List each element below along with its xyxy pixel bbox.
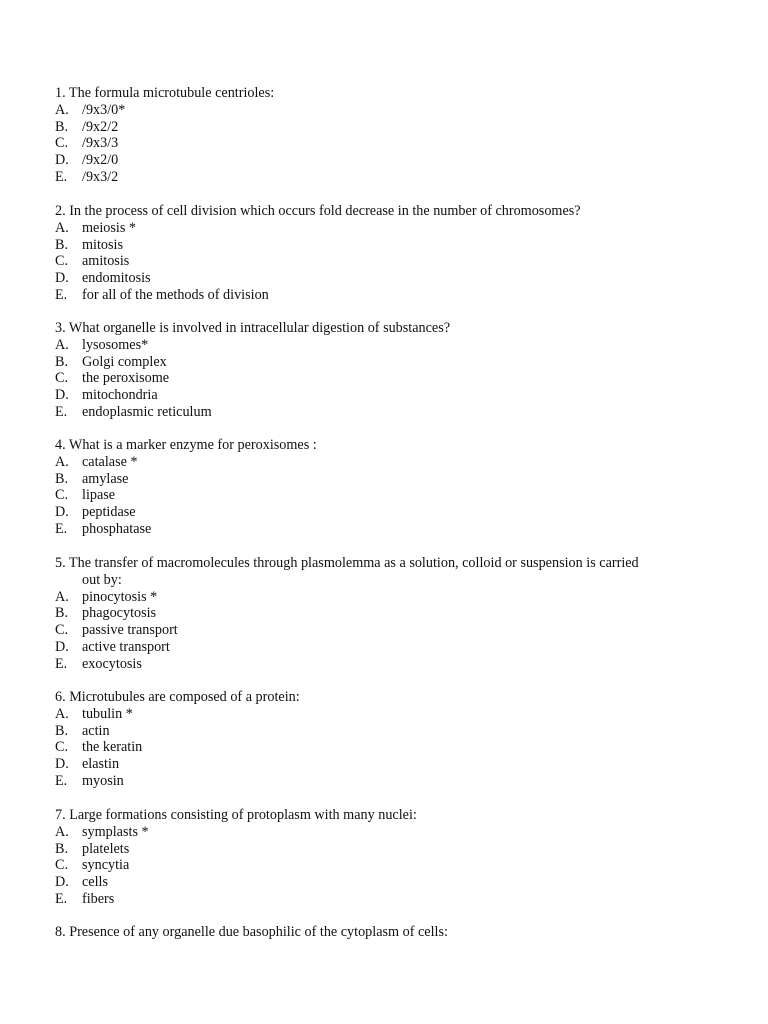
option-text: /9x3/0* — [82, 101, 126, 118]
answer-option — [55, 370, 715, 387]
option-letter: A. — [55, 453, 69, 470]
option-letter: B. — [55, 118, 69, 135]
option-text: platelets — [82, 840, 130, 857]
option-letter: A. — [55, 101, 69, 118]
option-letter: C. — [55, 622, 69, 639]
question-1 — [55, 85, 715, 186]
question-text: 6. Microtubules are composed of a protein: — [55, 689, 300, 705]
answer-option — [55, 756, 715, 773]
option-letter: D. — [55, 638, 69, 655]
option-text: peptidase — [82, 504, 136, 521]
option-letter: E. — [55, 655, 68, 672]
answer-option — [55, 739, 715, 756]
option-letter: C. — [55, 857, 69, 874]
option-letter: B. — [55, 470, 69, 487]
option-text: for all of the methods of division — [82, 286, 269, 303]
option-text: the keratin — [82, 739, 143, 756]
answer-option — [55, 639, 715, 656]
answer-option — [55, 404, 715, 421]
option-text: lysosomes* — [82, 336, 149, 353]
answer-option — [55, 471, 715, 488]
option-letter: E. — [55, 520, 68, 537]
question-text: 5. The transfer of macromolecules through plasmolemma as a solution, colloid or suspension is carried — [55, 555, 639, 571]
option-letter: E. — [55, 772, 68, 789]
option-text: elastin — [82, 756, 120, 773]
question-6 — [55, 689, 715, 790]
option-text: mitosis — [82, 236, 123, 253]
option-text: tubulin * — [82, 705, 133, 722]
option-text: syncytia — [82, 857, 130, 874]
answer-option — [55, 589, 715, 606]
answer-option — [55, 874, 715, 891]
option-text: the peroxisome — [82, 370, 170, 387]
option-letter: E. — [55, 168, 68, 185]
option-letter: B. — [55, 236, 69, 253]
question-text: 3. What organelle is involved in intracellular digestion of substances? — [55, 320, 451, 336]
answer-option — [55, 337, 715, 354]
option-text: myosin — [82, 772, 124, 789]
option-text: actin — [82, 722, 110, 739]
option-text: phosphatase — [82, 520, 152, 537]
option-text: /9x2/2 — [82, 118, 119, 135]
question-5 — [55, 555, 715, 673]
answer-option — [55, 841, 715, 858]
answer-option — [55, 891, 715, 908]
option-text: cells — [82, 874, 108, 891]
option-text: active transport — [82, 638, 170, 655]
question-text: 2. In the process of cell division which occurs fold decrease in the number of chromosomes? — [55, 203, 581, 219]
answer-option — [55, 152, 715, 169]
question-8 — [55, 924, 715, 941]
answer-option — [55, 237, 715, 254]
answer-option — [55, 287, 715, 304]
option-letter: C. — [55, 253, 69, 270]
question-4 — [55, 437, 715, 538]
option-text: endomitosis — [82, 270, 151, 287]
option-text: amitosis — [82, 253, 130, 270]
answer-option — [55, 824, 715, 841]
option-text: endoplasmic reticulum — [82, 403, 212, 420]
option-text: /9x3/3 — [82, 135, 119, 152]
answer-option — [55, 220, 715, 237]
option-text: amylase — [82, 470, 129, 487]
option-letter: A. — [55, 705, 69, 722]
answer-option — [55, 253, 715, 270]
option-letter: B. — [55, 605, 69, 622]
answer-option — [55, 135, 715, 152]
option-letter: D. — [55, 152, 69, 169]
option-letter: B. — [55, 840, 69, 857]
question-text: 1. The formula microtubule centrioles: — [55, 85, 275, 101]
option-text: lipase — [82, 487, 116, 504]
option-text: /9x2/0 — [82, 152, 119, 169]
option-letter: C. — [55, 739, 69, 756]
answer-option — [55, 521, 715, 538]
answer-option — [55, 723, 715, 740]
option-text: catalase * — [82, 453, 138, 470]
option-letter: C. — [55, 135, 69, 152]
answer-option — [55, 504, 715, 521]
option-letter: B. — [55, 722, 69, 739]
answer-option — [55, 487, 715, 504]
answer-option — [55, 454, 715, 471]
answer-option — [55, 857, 715, 874]
option-letter: D. — [55, 270, 69, 287]
option-letter: D. — [55, 756, 69, 773]
answer-option — [55, 270, 715, 287]
option-letter: E. — [55, 286, 68, 303]
option-letter: D. — [55, 874, 69, 891]
question-7 — [55, 807, 715, 908]
answer-option — [55, 387, 715, 404]
option-text: phagocytosis — [82, 605, 157, 622]
option-letter: A. — [55, 336, 69, 353]
option-letter: C. — [55, 370, 69, 387]
question-text: 7. Large formations consisting of protoplasm with many nuclei: — [55, 807, 417, 823]
answer-option — [55, 656, 715, 673]
option-text: mitochondria — [82, 387, 158, 404]
answer-option — [55, 706, 715, 723]
option-letter: E. — [55, 890, 68, 907]
option-text: symplasts * — [82, 823, 149, 840]
option-text: /9x3/2 — [82, 168, 119, 185]
question-text: 4. What is a marker enzyme for peroxisomes : — [55, 437, 317, 453]
question-2 — [55, 203, 715, 304]
question-text: 8. Presence of any organelle due basophilic of the cytoplasm of cells: — [55, 924, 448, 940]
option-text: meiosis * — [82, 219, 136, 236]
option-letter: A. — [55, 823, 69, 840]
option-text: Golgi complex — [82, 353, 167, 370]
option-text: pinocytosis * — [82, 588, 158, 605]
answer-option — [55, 119, 715, 136]
option-text: fibers — [82, 890, 115, 907]
answer-option — [55, 605, 715, 622]
answer-option — [55, 354, 715, 371]
option-letter: D. — [55, 387, 69, 404]
option-letter: C. — [55, 487, 69, 504]
question-text-continued: out by: — [82, 571, 122, 588]
option-letter: D. — [55, 504, 69, 521]
question-3 — [55, 320, 715, 421]
option-letter: E. — [55, 403, 68, 420]
option-text: passive transport — [82, 622, 178, 639]
option-letter: A. — [55, 588, 69, 605]
answer-option — [55, 622, 715, 639]
option-letter: B. — [55, 353, 69, 370]
answer-option — [55, 169, 715, 186]
option-letter: A. — [55, 219, 69, 236]
option-text: exocytosis — [82, 655, 142, 672]
answer-option — [55, 773, 715, 790]
answer-option — [55, 102, 715, 119]
